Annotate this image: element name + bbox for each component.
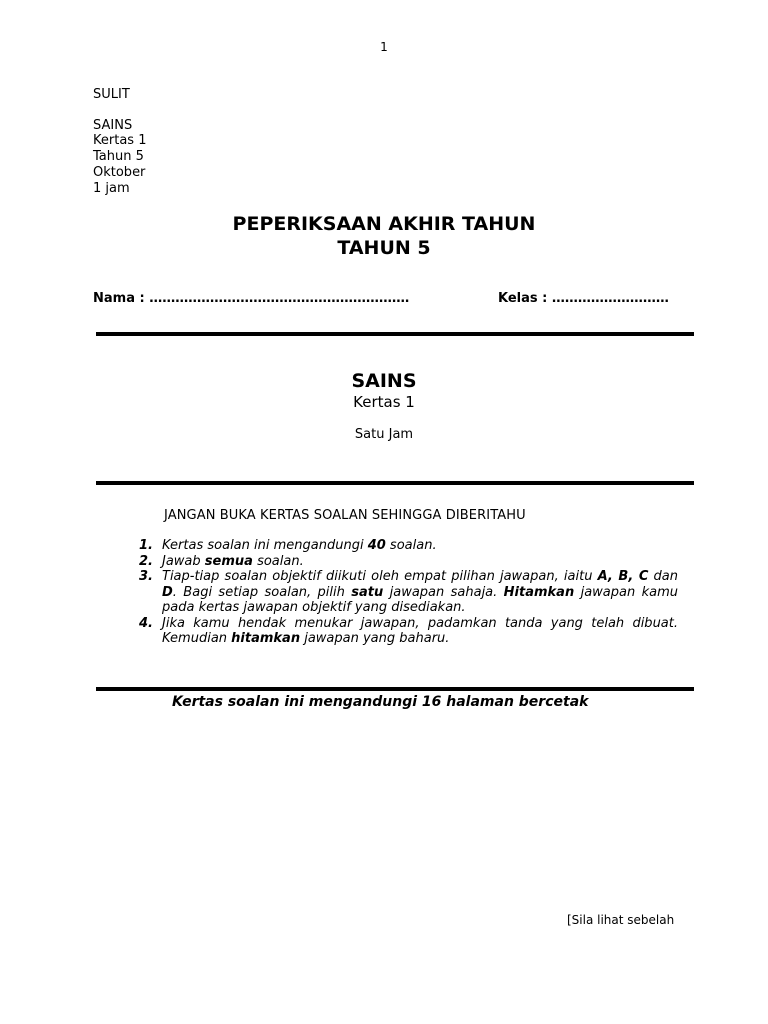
instruction-item [136, 554, 678, 570]
instruction-text: Jawab [162, 553, 205, 569]
instruction-item [136, 538, 678, 554]
classification-label: SULIT [93, 87, 130, 102]
instruction-number: 1. [139, 538, 153, 553]
instruction-text: soalan. [385, 538, 437, 553]
header-month: Oktober [93, 164, 146, 180]
instruction-number: 4. [139, 615, 153, 631]
header-year: Tahun 5 [93, 149, 144, 165]
instruction-text: dan [648, 569, 679, 584]
instruction-text: jawapan yang baharu. [300, 631, 450, 646]
divider-middle [96, 481, 694, 485]
instruction-number: 2. [139, 553, 153, 569]
divider-bottom [96, 687, 694, 691]
instruction-emphasis: 40 [367, 538, 386, 553]
instructions-list [136, 538, 678, 647]
page-number: 1 [380, 40, 388, 54]
instruction-item [136, 569, 678, 616]
class-field: Kelas : ……………………… [498, 291, 669, 306]
instruction-text: jawapan kamu pada kertas jawapan objektif yang disediakan. [162, 584, 679, 615]
instruction-text: . Bagi setiap soalan, pilih [172, 584, 352, 600]
exam-title-line2: TAHUN 5 [337, 237, 431, 259]
instruction-emphasis: Hitamkan [503, 584, 575, 600]
instruction-text: jawapan sahaja. [383, 584, 504, 600]
exam-title [0, 212, 768, 260]
instruction-text: soalan. [252, 553, 304, 569]
exam-title-line1: PEPERIKSAAN AKHIR TAHUN [232, 213, 536, 235]
name-field: Nama : …………………………………………………… [93, 291, 410, 306]
instruction-emphasis: semua [204, 553, 253, 569]
header-paper: Kertas 1 [93, 133, 147, 149]
instruction-text: Jika kamu hendak menukar jawapan, padamkan tanda yang telah dibuat. Kemudian [162, 615, 678, 646]
instruction-emphasis: hitamkan [231, 631, 301, 646]
page-count-note: Kertas soalan ini mengandungi 16 halaman bercetak [172, 694, 589, 710]
divider-top [96, 332, 694, 336]
instruction-text: Tiap-tiap soalan objektif diikuti oleh empat pilihan jawapan, iaitu [162, 569, 598, 584]
cover-subject: SAINS [351, 370, 417, 392]
turn-over-note: [Sila lihat sebelah [567, 913, 675, 927]
instruction-emphasis: D [162, 584, 173, 600]
cover-duration: Satu Jam [354, 427, 414, 442]
header-duration: 1 jam [93, 180, 130, 196]
warning-notice: JANGAN BUKA KERTAS SOALAN SEHINGGA DIBERITAHU [164, 508, 526, 523]
instruction-item [136, 616, 678, 647]
cover-paper: Kertas 1 [353, 393, 415, 411]
header-subject: SAINS [93, 117, 133, 133]
instruction-emphasis: A, B, C [597, 569, 649, 584]
instruction-number: 3. [139, 569, 153, 584]
instruction-text: Kertas soalan ini mengandungi [162, 538, 368, 553]
instruction-emphasis: satu [351, 584, 384, 600]
paper-header [93, 87, 146, 196]
